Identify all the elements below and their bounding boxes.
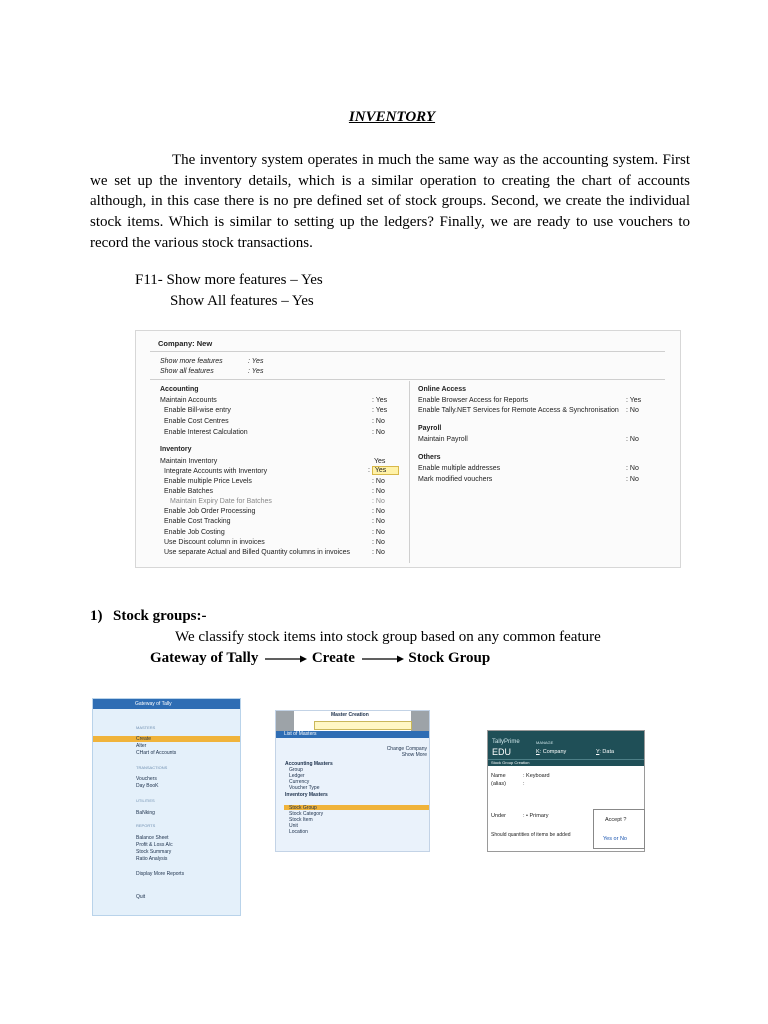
feature-value[interactable]: : Yes: [372, 397, 388, 404]
path-step: Stock Group: [408, 650, 491, 666]
show-more-label: Show more features: [160, 358, 223, 365]
no-button[interactable]: No: [619, 836, 627, 842]
feature-label: Enable Browser Access for Reports: [418, 397, 529, 404]
alias-input[interactable]: :: [523, 781, 525, 787]
accept-dialog: [593, 809, 645, 849]
menu-item-day-book[interactable]: Day BooK: [136, 783, 159, 789]
show-more-value[interactable]: : Yes: [248, 358, 264, 365]
section-text: We classify stock items into stock group based on any common feature: [175, 629, 601, 645]
edition-label: EDU: [492, 747, 512, 757]
feature-value[interactable]: : No: [372, 418, 385, 425]
stock-group-creation-screenshot: [487, 730, 645, 852]
show-more-button[interactable]: Show More: [401, 752, 427, 758]
menu-item-banking[interactable]: BaNking: [136, 810, 155, 816]
feature-value[interactable]: : No: [372, 508, 385, 515]
features-screenshot: [135, 330, 681, 568]
company-key: K: [536, 749, 540, 755]
feature-value[interactable]: : No: [372, 429, 385, 436]
feature-value[interactable]: : Yes: [626, 397, 642, 404]
utilities-section-label: UTILITIES: [136, 798, 155, 803]
name-input[interactable]: : Keyboard: [523, 773, 550, 779]
menu-item-alter[interactable]: Alter: [136, 743, 147, 749]
list-item-location[interactable]: Location: [289, 829, 308, 835]
feature-label: Use Discount column in invoices: [164, 539, 265, 546]
accept-options: [603, 836, 627, 842]
accept-prompt: Accept ?: [605, 817, 627, 823]
menu-item-stock-summary[interactable]: Stock Summary: [136, 849, 172, 855]
company-menu-label: : Company: [539, 749, 567, 755]
menu-item-quit[interactable]: Quit: [136, 894, 146, 900]
section-title: Stock groups:-: [113, 608, 207, 624]
selected-row-highlight: [93, 736, 240, 742]
list-item-ledger[interactable]: Ledger: [289, 773, 305, 779]
or-text: or: [613, 836, 619, 842]
brand-name: TallyPrime: [492, 739, 520, 745]
feature-value[interactable]: : No: [626, 476, 639, 483]
master-creation-title: Master Creation: [331, 712, 369, 718]
reports-section-label: REPORTS: [136, 823, 156, 828]
divider: [150, 351, 665, 352]
list-item-currency[interactable]: Currency: [289, 779, 310, 785]
feature-label: Enable multiple addresses: [418, 465, 501, 472]
data-key: Y: [596, 749, 600, 755]
alias-label: (alias): [491, 781, 506, 787]
path-step: Create: [311, 650, 355, 666]
menu-item-balance-sheet[interactable]: Balance Sheet: [136, 835, 169, 841]
inventory-heading: Inventory: [160, 446, 192, 453]
feature-value[interactable]: Yes: [374, 458, 386, 465]
feature-value[interactable]: : No: [372, 529, 385, 536]
menu-item-display-more-reports[interactable]: Display More Reports: [136, 871, 185, 877]
feature-value[interactable]: : No: [372, 539, 385, 546]
list-item-unit[interactable]: Unit: [289, 823, 298, 829]
feature-label: Enable Interest Calculation: [164, 429, 248, 436]
feature-label: Enable Cost Tracking: [164, 518, 231, 525]
menu-item-ratio-analysis[interactable]: Ratio Analysis: [136, 856, 168, 862]
list-item-voucher-type[interactable]: Voucher Type: [289, 785, 320, 791]
show-all-label: Show all features: [160, 368, 214, 375]
feature-label: Maintain Payroll: [418, 436, 468, 443]
feature-value[interactable]: : No: [372, 549, 385, 556]
accounting-masters-heading: Accounting Masters: [285, 761, 333, 767]
feature-label: Maintain Accounts: [160, 397, 217, 404]
feature-label: Enable Tally.NET Services for Remote Access & Synchronisation: [418, 407, 619, 414]
feature-value[interactable]: : No: [626, 436, 639, 443]
feature-label: Enable multiple Price Levels: [164, 478, 252, 485]
data-menu[interactable]: [596, 749, 614, 755]
name-label: Name: [491, 773, 506, 779]
list-item-stock-category[interactable]: Stock Category: [289, 811, 324, 817]
feature-label: Enable Job Order Processing: [164, 508, 256, 515]
navigation-path: [150, 650, 490, 667]
master-input[interactable]: [314, 721, 412, 730]
feature-value[interactable]: : No: [372, 518, 385, 525]
feature-label: Maintain Inventory: [160, 458, 218, 465]
feature-value[interactable]: : No: [372, 488, 385, 495]
menu-item-chart-of-accounts[interactable]: CHart of Accounts: [136, 750, 177, 756]
path-step: Gateway of Tally: [150, 650, 259, 666]
master-creation-screenshot: [275, 710, 430, 852]
feature-label: Enable Batches: [164, 488, 214, 495]
show-all-value[interactable]: : Yes: [248, 368, 264, 375]
gateway-screenshot: [92, 698, 241, 916]
arrow-right-icon: [262, 654, 308, 664]
list-item-stock-item[interactable]: Stock Item: [289, 817, 313, 823]
page-title: INVENTORY: [348, 109, 436, 125]
manage-label: MANAGE: [536, 740, 554, 745]
company-menu[interactable]: [536, 749, 566, 755]
quantity-question: Should quantities of items be added: [491, 832, 571, 838]
data-menu-label: : Data: [599, 749, 615, 755]
column-divider: [409, 381, 410, 563]
list-item-stock-group[interactable]: Stock Group: [289, 805, 317, 811]
feature-value-highlighted[interactable]: Yes: [372, 466, 399, 475]
masters-section-label: MASTERS: [136, 725, 156, 730]
f11-line-2: Show All features – Yes: [170, 293, 314, 309]
payroll-heading: Payroll: [418, 425, 442, 432]
feature-label: Enable Job Costing: [164, 529, 225, 536]
others-heading: Others: [418, 454, 441, 461]
divider: [150, 379, 665, 380]
f11-line-1: F11- Show more features – Yes: [135, 272, 323, 288]
menu-item-create[interactable]: Create: [136, 736, 152, 742]
intro-paragraph: [90, 150, 690, 254]
intro-text: The inventory system operates in much the same way as the accounting system. First we set up the inventory details, which is a similar operation to creating the chart of accounts although, in this case there is no pre defined set of stock groups. Second, we create the individual stock items. Which is similar to setting up the ledgers? Finally, we are ready to use vouchers to record the various stock transactions.: [90, 152, 690, 251]
feature-label: Maintain Expiry Date for Batches: [170, 498, 272, 505]
side-panel: [276, 711, 294, 731]
feature-label: Enable Bill-wise entry: [164, 407, 231, 414]
under-label: Under: [491, 813, 506, 819]
yes-button[interactable]: Yes: [603, 836, 612, 842]
menu-item-vouchers[interactable]: Vouchers: [136, 776, 157, 782]
list-of-masters-title: List of Masters: [276, 731, 429, 738]
feature-label: Use separate Actual and Billed Quantity columns in invoices: [164, 549, 350, 556]
company-heading: Company: New: [158, 339, 213, 348]
inventory-masters-heading: Inventory Masters: [285, 792, 328, 798]
accounting-heading: Accounting: [160, 386, 199, 393]
integrate-accounts-field[interactable]: : Yes: [368, 467, 399, 474]
feature-value[interactable]: : No: [626, 465, 639, 472]
feature-value[interactable]: : No: [372, 478, 385, 485]
form-title: Stock Group Creation: [491, 760, 530, 765]
feature-value[interactable]: : No: [372, 498, 385, 505]
gateway-title: Gateway of Tally: [93, 699, 240, 709]
online-access-heading: Online Access: [418, 386, 466, 393]
feature-value[interactable]: : No: [626, 407, 639, 414]
under-select[interactable]: : • Primary: [523, 813, 549, 819]
section-number: 1): [90, 608, 103, 624]
feature-label: Enable Cost Centres: [164, 418, 229, 425]
side-panel: [411, 711, 429, 731]
change-company-button[interactable]: Change Company: [386, 746, 427, 752]
list-item-group[interactable]: Group: [289, 767, 303, 773]
feature-label: Integrate Accounts with Inventory: [164, 468, 268, 475]
menu-item-profit-loss[interactable]: Profit & Loss A/c: [136, 842, 173, 848]
feature-label: Mark modified vouchers: [418, 476, 493, 483]
feature-value[interactable]: : Yes: [372, 407, 388, 414]
transactions-section-label: TRANSACTIONS: [136, 765, 168, 770]
arrow-right-icon: [359, 654, 405, 664]
